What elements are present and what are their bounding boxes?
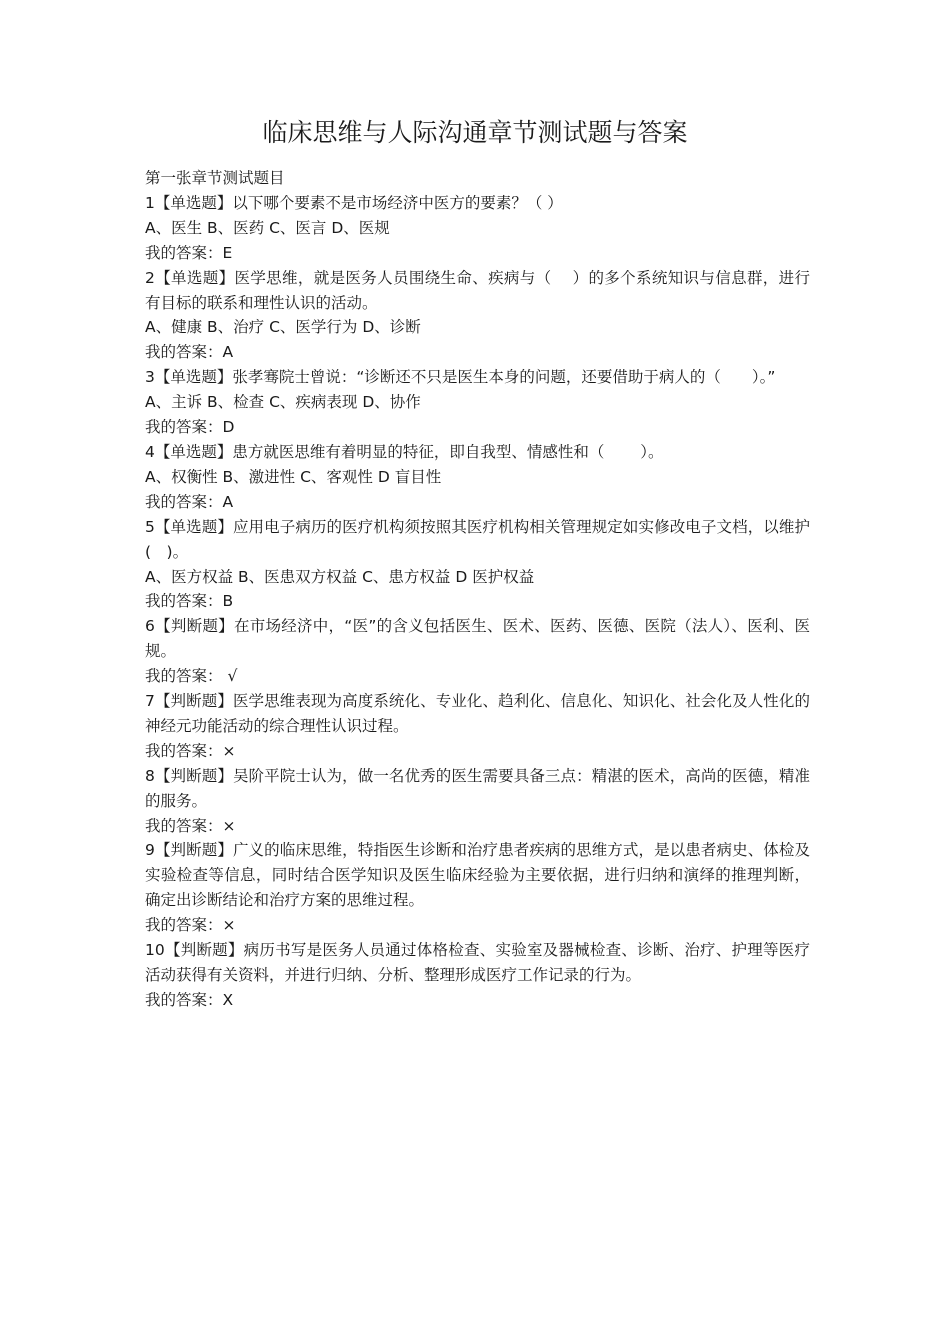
question-stem: 3【单选题】张孝骞院士曾说：“诊断还不只是医生本身的问题，还要借助于病人的（ ）。” (145, 368, 776, 387)
question-options: A、医生 B、医药 C、医言 D、医规 (145, 218, 390, 237)
question-6 (145, 614, 810, 689)
question-stem: 1【单选题】以下哪个要素不是市场经济中医方的要素？（ ） (145, 193, 563, 212)
answer-line (145, 988, 810, 1013)
question-options: A、健康 B、治疗 C、医学行为 D、诊断 (145, 318, 421, 337)
answer-line (145, 739, 810, 764)
question-5 (145, 515, 810, 615)
answer-line (145, 415, 810, 440)
answer-value: × (222, 816, 236, 835)
answer-line (145, 340, 810, 365)
answer-prefix: 我的答案： (145, 990, 223, 1009)
document-body (145, 166, 810, 1013)
answer-prefix: 我的答案： (145, 916, 223, 935)
answer-prefix: 我的答案： (145, 741, 223, 760)
answer-line (145, 664, 810, 689)
answer-prefix: 我的答案： (145, 816, 223, 835)
question-9 (145, 838, 810, 938)
answer-line (145, 913, 810, 938)
answer-line (145, 241, 810, 266)
section-heading: 第一张章节测试题目 (145, 169, 285, 187)
answer-prefix: 我的答案： (145, 343, 223, 362)
question-10 (145, 938, 810, 1013)
question-7 (145, 689, 810, 764)
answer-prefix: 我的答案： (145, 667, 223, 686)
question-options: A、权衡性 B、激进性 C、客观性 D 盲目性 (145, 467, 442, 486)
answer-value: D (222, 418, 235, 437)
question-3 (145, 365, 810, 440)
question-stem: 5【单选题】应用电子病历的医疗机构须按照其医疗机构相关管理规定如实修改电子文档，以维护( )。 (145, 517, 810, 561)
question-stem: 4【单选题】患方就医思维有着明显的特征，即自我型、情感性和（ ）。 (145, 442, 664, 461)
question-4 (145, 440, 810, 515)
answer-prefix: 我的答案： (145, 243, 223, 262)
question-stem: 2【单选题】医学思维，就是医务人员围绕生命、疾病与（ ）的多个系统知识与信息群，进行有目标的联系和理性认识的活动。 (145, 268, 810, 312)
answer-line (145, 490, 810, 515)
answer-value: A (222, 492, 234, 511)
answer-value: × (222, 916, 236, 935)
answer-line (145, 814, 810, 839)
answer-value: × (222, 741, 236, 760)
question-stem: 6【判断题】在市场经济中，“医”的含义包括医生、医术、医药、医德、医院（法人）、医利、医规。 (145, 617, 810, 661)
answer-value: A (222, 343, 234, 362)
answer-prefix: 我的答案： (145, 418, 223, 437)
answer-value: √ (222, 667, 238, 686)
answer-value: B (222, 592, 234, 611)
answer-value: X (222, 990, 234, 1009)
answer-line (145, 589, 810, 614)
question-2 (145, 266, 810, 366)
question-8 (145, 764, 810, 839)
question-stem: 8【判断题】吴阶平院士认为，做一名优秀的医生需要具备三点：精湛的医术，高尚的医德，精准的服务。 (145, 766, 810, 810)
question-1 (145, 191, 810, 266)
answer-prefix: 我的答案： (145, 492, 223, 511)
question-options: A、医方权益 B、医患双方权益 C、患方权益 D 医护权益 (145, 567, 535, 586)
question-options: A、主诉 B、检查 C、疾病表现 D、协作 (145, 393, 421, 412)
question-stem: 7【判断题】医学思维表现为高度系统化、专业化、趋利化、信息化、知识化、社会化及人性化的神经元功能活动的综合理性认识过程。 (145, 692, 810, 735)
question-stem: 9【判断题】广义的临床思维，特指医生诊断和治疗患者疾病的思维方式，是以患者病史、体检及实验检查等信息，同时结合医学知识及医生临床经验为主要依据，进行归纳和演绎的推理判断，确定出诊断结论和治疗方案的思维过程。 (145, 841, 810, 910)
answer-value: E (222, 243, 233, 262)
question-stem: 10【判断题】病历书写是医务人员通过体格检查、实验室及器械检查、诊断、治疗、护理等医疗活动获得有关资料，并进行归纳、分析、整理形成医疗工作记录的行为。 (145, 941, 810, 984)
document-title: 临床思维与人际沟通章节测试题与答案 (262, 118, 688, 147)
answer-prefix: 我的答案： (145, 592, 223, 611)
